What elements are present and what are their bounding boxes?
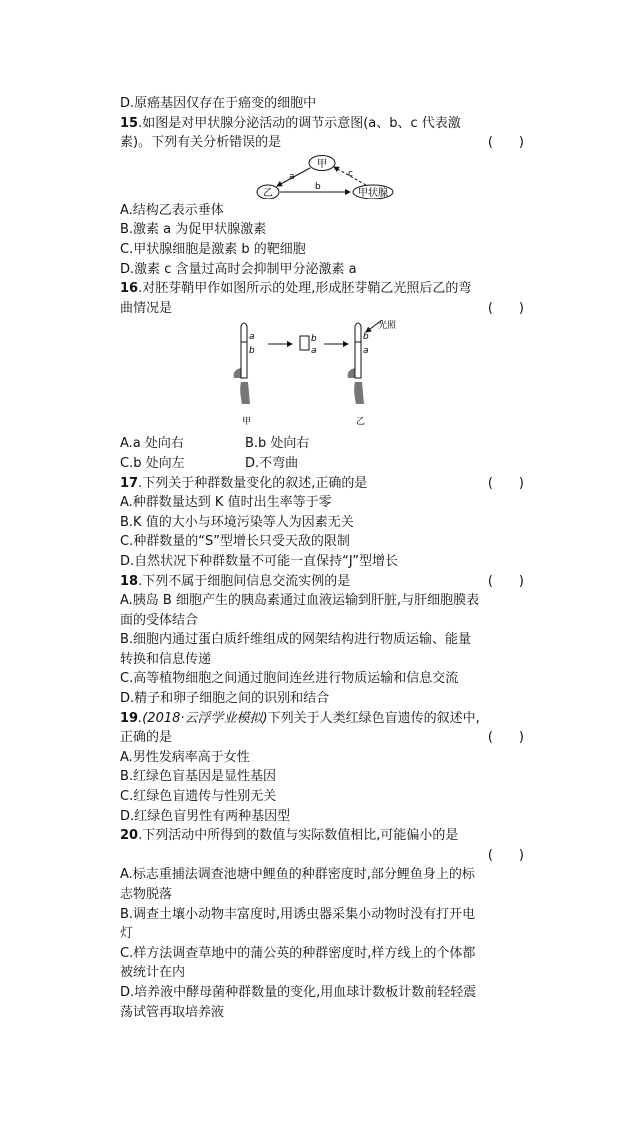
segment-label-b: b: [311, 334, 317, 345]
coleoptile-diagram: [120, 320, 524, 432]
q18-number: 18: [120, 573, 139, 589]
q16-number: 16: [120, 281, 139, 297]
q20-option-line: 被统计在内: [120, 965, 186, 981]
q18-option-line: A.胰岛 B 细胞产生的胰岛素通过血液运输到肝脏,与肝细胞膜表: [120, 593, 480, 609]
q19-stem-line-2: [120, 728, 524, 748]
yi-coleoptile: [355, 323, 361, 378]
q17-option-c: C.种群数量的“S”型增长只受天敌的限制: [120, 534, 350, 550]
q16-option-c: C.b 处向左: [120, 455, 185, 471]
q17-option-d: D.自然状况下种群数量不可能一直保持“J”型增长: [120, 553, 399, 569]
q15-stem-line-1: [120, 114, 524, 134]
q19-answer-paren: ( ): [487, 730, 524, 746]
q15-stem-line-2: [120, 133, 524, 153]
yi-label-b: b: [363, 332, 369, 343]
q19-stem-text-2: 正确的是: [120, 730, 173, 746]
jia-label-a: a: [249, 332, 255, 343]
q19-number: 19: [120, 710, 139, 726]
q20-option-line: 灯: [120, 926, 134, 942]
q15-stem-text-2: 素)。下列有关分析错误的是: [120, 135, 282, 151]
q18-option-line: B.细胞内通过蛋白质纤维组成的网架结构进行物质运输、能量: [120, 632, 472, 648]
q16-stem-text-2: 曲情况是: [120, 300, 173, 316]
q18-stem-text-1: .下列不属于细胞间信息交流实例的是: [138, 573, 351, 589]
q20-answer-paren: ( ): [487, 847, 524, 863]
q20-option-line: B.调查土壤小动物丰富度时,用诱虫器采集小动物时没有打开电: [120, 906, 476, 922]
q17-option-a: A.种群数量达到 K 值时出生率等于零: [120, 495, 332, 511]
jia-label-b: b: [249, 346, 255, 357]
label-a: a: [289, 171, 295, 182]
q20-number: 20: [120, 828, 139, 844]
q15-option-a: A.结构乙表示垂体: [120, 202, 224, 218]
q17-stem-text-1: .下列关于种群数量变化的叙述,正确的是: [138, 475, 368, 491]
yi-base-stem: [354, 382, 364, 404]
q15-figure: [120, 155, 524, 199]
q20-option-line: C.样方法调查草地中的蒲公英的种群密度时,样方线上的个体都: [120, 945, 476, 961]
q19-option-b: B.红绿色盲基因是显性基因: [120, 769, 277, 785]
q18-option-line: 面的受体结合: [120, 612, 199, 628]
q19-stem-line-1: [120, 709, 524, 729]
q20-stem-line-1: [120, 826, 524, 846]
q20-stem-text-1: .下列活动中所得到的数值与实际数值相比,可能偏小的是: [138, 828, 459, 844]
label-b: b: [315, 181, 321, 192]
q18-option-line: C.高等植物细胞之间通过胞间连丝进行物质运输和信息交流: [120, 671, 459, 687]
caption-jia: 甲: [242, 417, 252, 428]
q16-option-a: A.a 处向右: [120, 436, 184, 452]
q19-source: .(2018·云浮学业模拟): [138, 710, 268, 726]
q16-options-row-2: [120, 454, 524, 474]
yi-label-a: a: [363, 346, 369, 357]
q19-option-c: C.红绿色盲遗传与性别无关: [120, 789, 277, 805]
q20-option-line: D.培养液中酵母菌种群数量的变化,用血球计数板计数前轻轻震: [120, 984, 477, 1000]
q17-number: 17: [120, 475, 139, 491]
light-label: 光照: [378, 321, 397, 332]
q17-option-b: B.K 值的大小与环境污染等人为因素无关: [120, 514, 354, 530]
q15-answer-paren: ( ): [487, 135, 524, 151]
q15-stem-text-1: .如图是对甲状腺分泌活动的调节示意图(a、b、c 代表激: [138, 115, 461, 131]
q17-stem-line-1: [120, 474, 524, 494]
q15-option-d: D.激素 c 含量过高时会抑制甲分泌激素 a: [120, 261, 357, 277]
node-yi-label: 乙: [263, 187, 273, 199]
segment-label-a: a: [311, 346, 317, 357]
q20-stem-line-2: [120, 846, 524, 866]
q19-stem-text-1: 下列关于人类红绿色盲遗传的叙述中,: [267, 710, 480, 726]
jia-coleoptile: [241, 323, 247, 378]
q15-number: 15: [120, 115, 139, 131]
q19-option-d: D.红绿色盲男性有两种基因型: [120, 808, 291, 824]
q16-stem-text-1: .对胚芽鞘甲作如图所示的处理,形成胚芽鞘乙光照后乙的弯: [138, 281, 472, 297]
q15-option-b: B.激素 a 为促甲状腺激素: [120, 222, 267, 238]
q16-option-b: B.b 处向右: [245, 436, 310, 452]
q16-options-row-1: [120, 434, 524, 454]
label-c: c: [348, 168, 353, 179]
node-thyroid-label: 甲状腺: [358, 187, 388, 199]
caption-yi: 乙: [356, 417, 366, 428]
hormone-regulation-diagram: [120, 155, 524, 199]
q18-stem-line-1: [120, 572, 524, 592]
q18-option-line: 转换和信息传递: [120, 651, 212, 667]
q16-stem-line-2: [120, 299, 524, 319]
q20-option-line: 荡试管再取培养液: [120, 1004, 225, 1020]
jia-base-stem: [240, 382, 250, 404]
q19-option-a: A.男性发病率高于女性: [120, 749, 250, 765]
q16-stem-line-1: [120, 279, 524, 299]
q18-answer-paren: ( ): [487, 573, 524, 589]
q16-answer-paren: ( ): [487, 300, 524, 316]
excised-segment: [300, 336, 309, 350]
node-jia-label: 甲: [317, 158, 327, 170]
q16-option-d: D.不弯曲: [245, 455, 299, 471]
q15-option-c: C.甲状腺细胞是激素 b 的靶细胞: [120, 241, 306, 257]
q14-option-d: D.原癌基因仅存在于癌变的细胞中: [120, 96, 317, 111]
q20-option-line: 志物脱落: [120, 887, 173, 902]
page-content: [120, 94, 524, 1022]
q18-option-line: D.精子和卵子细胞之间的识别和结合: [120, 691, 330, 707]
q16-figure: [120, 320, 524, 432]
q20-option-line: A.标志重捕法调查池塘中鲤鱼的种群密度时,部分鲤鱼身上的标: [120, 867, 475, 883]
q17-answer-paren: ( ): [487, 475, 524, 491]
